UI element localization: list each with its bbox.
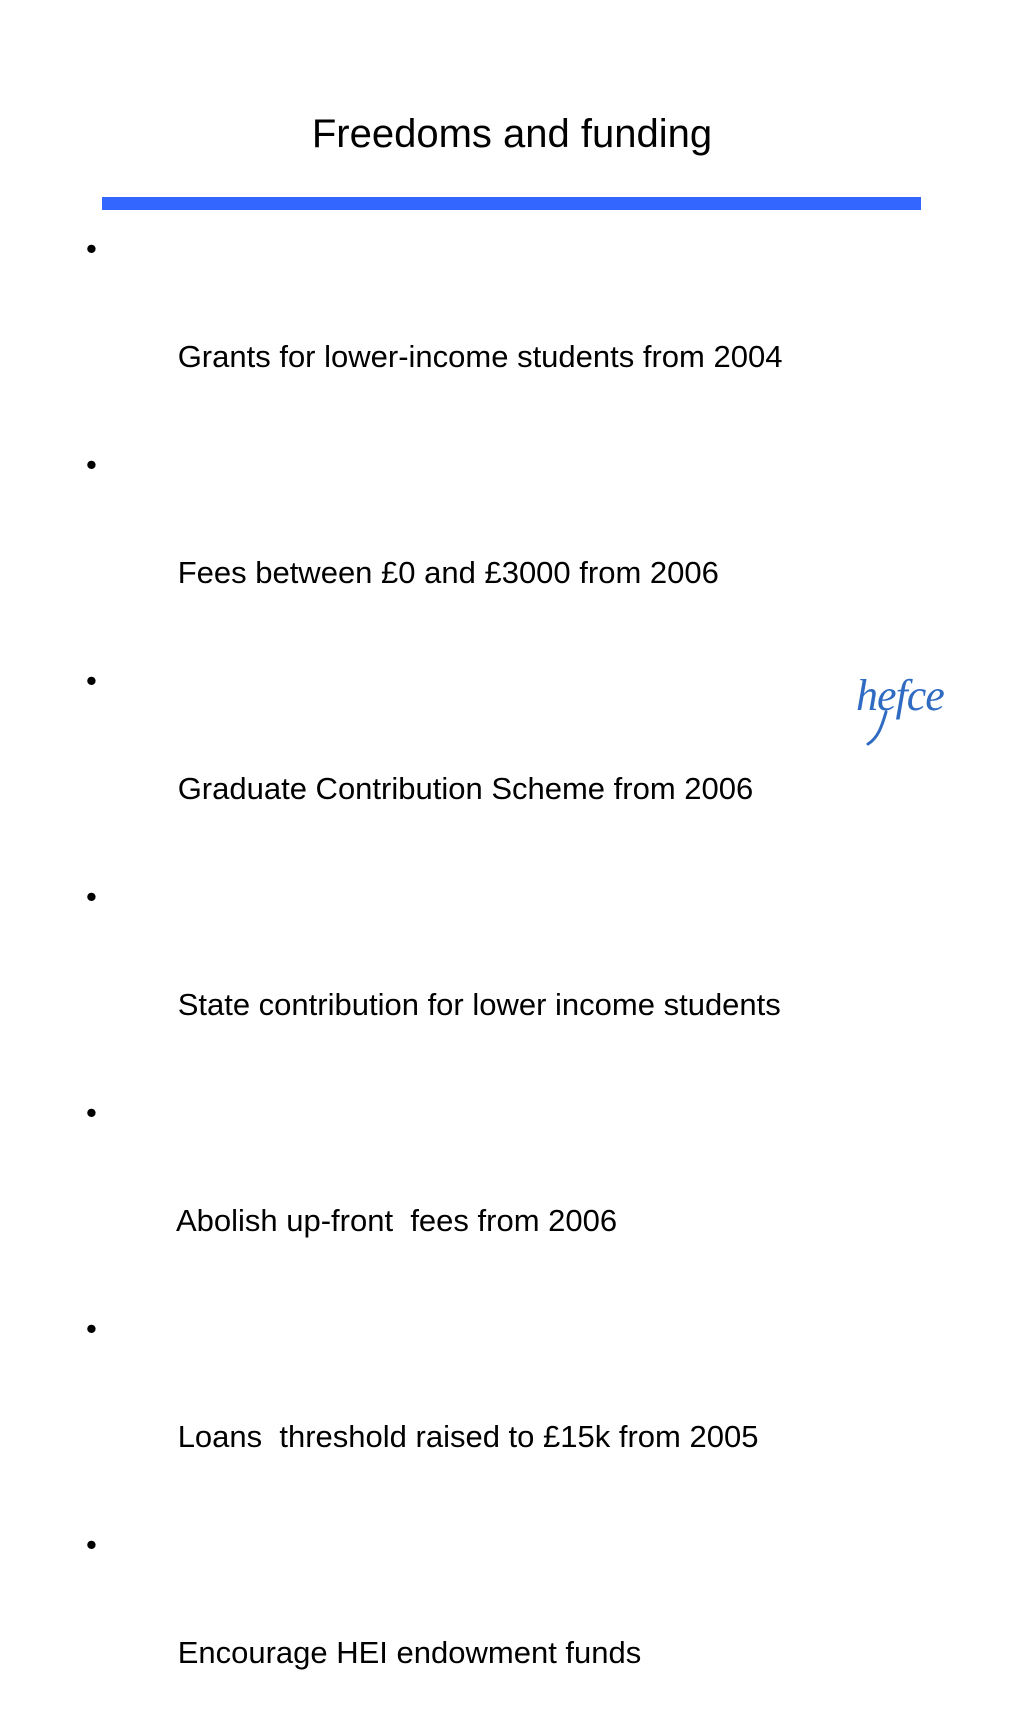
title-underline-rule (102, 197, 921, 210)
bullet-marker: • (86, 231, 97, 266)
bullet-text: Grants for lower-income students from 2004 (177, 339, 783, 374)
bullet-text: Fees between £0 and £3000 from 2006 (177, 555, 719, 590)
bullet-item (84, 1302, 984, 1518)
bullet-marker: • (86, 1095, 97, 1130)
hefce-logo-text: hefce (856, 671, 944, 720)
bullet-marker: • (86, 1311, 97, 1346)
bullet-text: Loans threshold raised to £15k from 2005 (177, 1419, 759, 1454)
bullet-marker: • (86, 663, 97, 698)
bullet-marker: • (86, 879, 97, 914)
bullet-text: Abolish up-front fees from 2006 (175, 1203, 618, 1238)
bullet-text: State contribution for lower income students (177, 987, 781, 1022)
slide-title: Freedoms and funding (311, 112, 713, 156)
bullet-list (84, 222, 984, 1734)
bullet-item (84, 1086, 984, 1302)
bullet-text: Graduate Contribution Scheme from 2006 (177, 771, 754, 806)
bullet-item (84, 1518, 984, 1734)
bullet-marker: • (86, 447, 97, 482)
bullet-item (84, 438, 984, 654)
bullet-item (84, 222, 984, 438)
bullet-text: Encourage HEI endowment funds (177, 1635, 642, 1670)
bullet-item (84, 654, 984, 870)
hefce-logo (852, 664, 962, 748)
bullet-marker: • (86, 1527, 97, 1562)
bullet-item (84, 870, 984, 1086)
